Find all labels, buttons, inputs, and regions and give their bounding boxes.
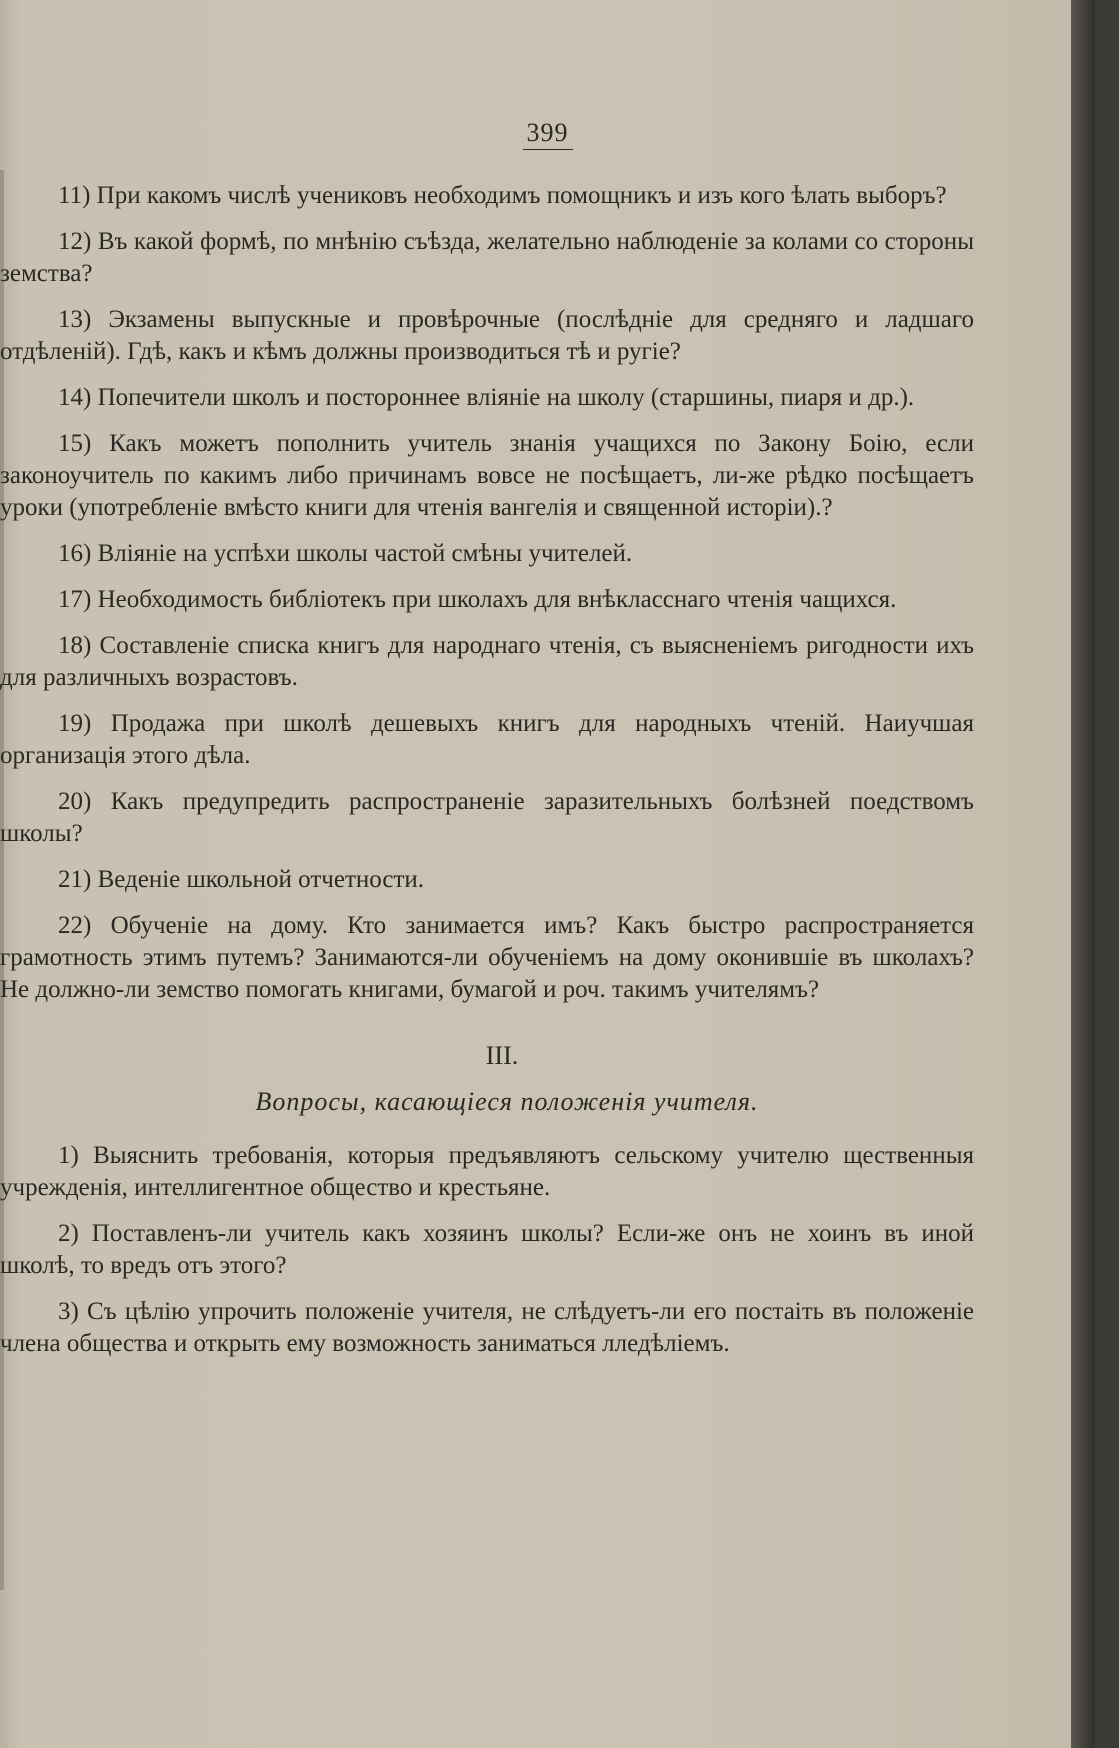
question-21: 21) Веденіе школьной отчетности.: [58, 866, 425, 893]
question-13: 13) Экзамены выпускные и провѣрочные (послѣдніе для средняго и ладшаго отдѣленій). Гдѣ, какъ и кѣмъ должны производиться тѣ и ругіе?: [0, 306, 974, 365]
question-20: 20) Какъ предупредить распространеніе заразительныхъ болѣзней поедствомъ школы?: [0, 788, 974, 847]
section-numeral: III.: [485, 1041, 519, 1070]
section-question-2: 2) Поставленъ-ли учитель какъ хозяинъ школы? Если-же онъ не хоинъ въ иной школѣ, то вредъ отъ этого?: [0, 1220, 974, 1279]
question-18: 18) Составленіе списка книгъ для народнаго чтенія, съ выясненіемъ ригодности ихъ для различныхъ возрастовъ.: [0, 632, 974, 691]
question-22: 22) Обученіе на дому. Кто занимается имъ? Какъ быстро распространяется грамотность этимъ путемъ? Занимаются-ли обученіемъ на дому оконившіе въ школахъ? Не должно-ли земство помогать книгами, бумагой и роч. такимъ учителямъ?: [0, 912, 974, 1003]
page-number-text: 399: [523, 118, 573, 150]
page-number: [0, 118, 1095, 148]
page-body: [0, 180, 974, 1374]
page-edge-shadow: [1071, 0, 1095, 1748]
question-12: 12) Въ какой формѣ, по мнѣнію съѣзда, желательно наблюденіе за колами со стороны земства?: [0, 228, 974, 287]
question-14: 14) Попечители школъ и постороннее вліяніе на школу (старшины, пиаря и др.).: [58, 384, 915, 411]
question-11: 11) При какомъ числѣ учениковъ необходимъ помощникъ и изъ кого ѣлать выборъ?: [58, 182, 947, 209]
question-19: 19) Продажа при школѣ дешевыхъ книгъ для народныхъ чтеній. Наиучшая организація этого дѣла.: [0, 710, 974, 769]
section-question-1: 1) Выяснить требованія, которыя предъявляютъ сельскому учителю щественныя учрежденія, интеллигентное общество и крестьяне.: [0, 1142, 974, 1201]
question-17: 17) Необходимость библіотекъ при школахъ для внѣкласснаго чтенія чащихся.: [58, 586, 897, 613]
question-15: 15) Какъ можетъ пополнить учитель знанія учащихся по Закону Боію, если законоучитель по какимъ либо причинамъ вовсе не посѣщаетъ, ли-же рѣдко посѣщаетъ уроки (употребленіе вмѣсто книги для чтенія вангелія и священной исторіи).?: [0, 430, 974, 521]
question-16: 16) Вліяніе на успѣхи школы частой смѣны учителей.: [58, 540, 633, 567]
section-question-3: 3) Съ цѣлію упрочить положеніе учителя, не слѣдуетъ-ли его постаіть въ положеніе члена общества и открыть ему возможность заниматься лледѣліемъ.: [0, 1298, 974, 1357]
section-subtitle: Вопросы, касающіеся положенія учителя.: [255, 1087, 759, 1116]
